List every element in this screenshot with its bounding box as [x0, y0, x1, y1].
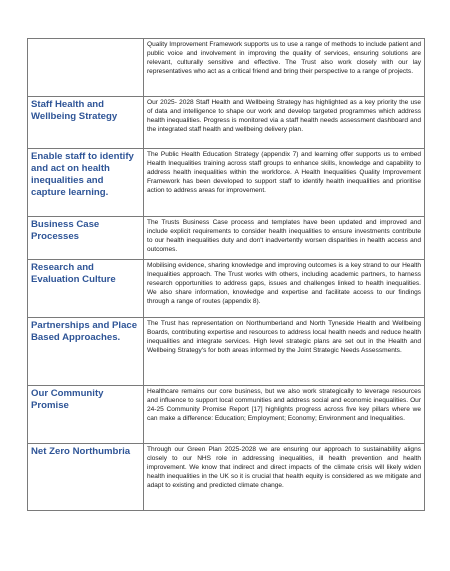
row-label-cell: [28, 318, 144, 386]
table-row: [28, 97, 425, 149]
row-text: Through our Green Plan 2025-2028 we are ensuring our approach to sustainability aligns closely to our NHS role in addressing inequalities, ill health prevention and health improvement. We know that indirect and direct impacts of the climate crisis will likely widen health inequalities in the UK so it is crucial that health equity is considered as we mitigate and adapt to existing and predicted climate change.: [147, 446, 421, 489]
row-text: The Public Health Education Strategy (appendix 7) and learning offer supports us to embed Health Inequalities training across staff groups to enhance skills, knowledge and capability to address health inequalities within the workforce. A Health Inequalities Quality Improvement Framework has been developed to support staff to identify health inequalities and prioritise action to address areas for improvement.: [147, 151, 421, 194]
table-row: [28, 217, 425, 260]
row-label: Research and Evaluation Culture: [31, 262, 116, 285]
row-label-cell: [28, 444, 144, 511]
table-row: [28, 39, 425, 97]
row-label-cell: [28, 39, 144, 97]
table-row: [28, 386, 425, 444]
row-label: Staff Health and Wellbeing Strategy: [31, 99, 118, 122]
table-row: [28, 149, 425, 217]
row-text: Healthcare remains our core business, but we also work strategically to leverage resources and influence to support local communities and address social and economic inequalities. Our 24-25 Community Promise Report [17] highlights progress across five key pillars where we can make a difference: Education; Employment; Economy; Environment and Inequalities.: [147, 388, 421, 422]
health-inequalities-table: [27, 38, 425, 511]
row-label: Net Zero Northumbria: [31, 446, 131, 457]
row-text: The Trusts Business Case process and templates have been updated and improved and include explicit requirements to consider health inequalities to ensure investments contribute to our health inequalities duty and don't inadvertently worsen disparities in health access and outcomes.: [147, 219, 421, 253]
row-text-cell: [144, 217, 425, 260]
row-text: Mobilising evidence, sharing knowledge and improving outcomes is a key strand to our Health Inequalities approach. The Trust works with others, including academic partners, to harness research opportunities to address gaps, issues and challenges linked to health inequalities. We also share information, knowledge and expertise and facilitate access to our findings through a range of routes (appendix 8).: [147, 262, 421, 305]
table-row: [28, 444, 425, 511]
row-text-cell: [144, 149, 425, 217]
row-label: Partnerships and Place Based Approaches.: [31, 320, 138, 343]
row-text: Our 2025- 2028 Staff Health and Wellbeing Strategy has highlighted as a key priority the use of data and intelligence to shape our work and develop targeted programmes which address health inequalities. Progress is monitored via a staff health needs assessment dashboard and the integrated staff health and wellbeing delivery plan.: [147, 99, 421, 133]
row-label: Business Case Processes: [31, 219, 100, 242]
row-label: Our Community Promise: [31, 388, 104, 411]
row-label-cell: [28, 386, 144, 444]
row-text: Quality Improvement Framework supports us to use a range of methods to include patient and public voice and involvement in improving the quality of services, ensuring solutions are relevant, culturally sensitive and effective. The Trust also work closely with our lay representatives who act as a critical friend and bring their perspective to a range of projects.: [147, 41, 421, 75]
row-text-cell: [144, 318, 425, 386]
row-text-cell: [144, 39, 425, 97]
row-text-cell: [144, 97, 425, 149]
table-row: [28, 318, 425, 386]
row-text: The Trust has representation on Northumberland and North Tyneside Health and Wellbeing Boards, contributing expertise and resources to address local health needs and reduce health inequalities and integrate services. High level strategic plans are set out in the Health and Wellbeing Strategy's for both areas informed by the Joint Strategic Needs Assessments.: [147, 320, 421, 354]
row-label-cell: [28, 217, 144, 260]
row-label-cell: [28, 97, 144, 149]
row-label-cell: [28, 149, 144, 217]
row-text-cell: [144, 260, 425, 318]
row-label-cell: [28, 260, 144, 318]
table-row: [28, 260, 425, 318]
row-text-cell: [144, 444, 425, 511]
row-label: Enable staff to identify and act on health inequalities and capture learning.: [31, 151, 134, 198]
row-text-cell: [144, 386, 425, 444]
